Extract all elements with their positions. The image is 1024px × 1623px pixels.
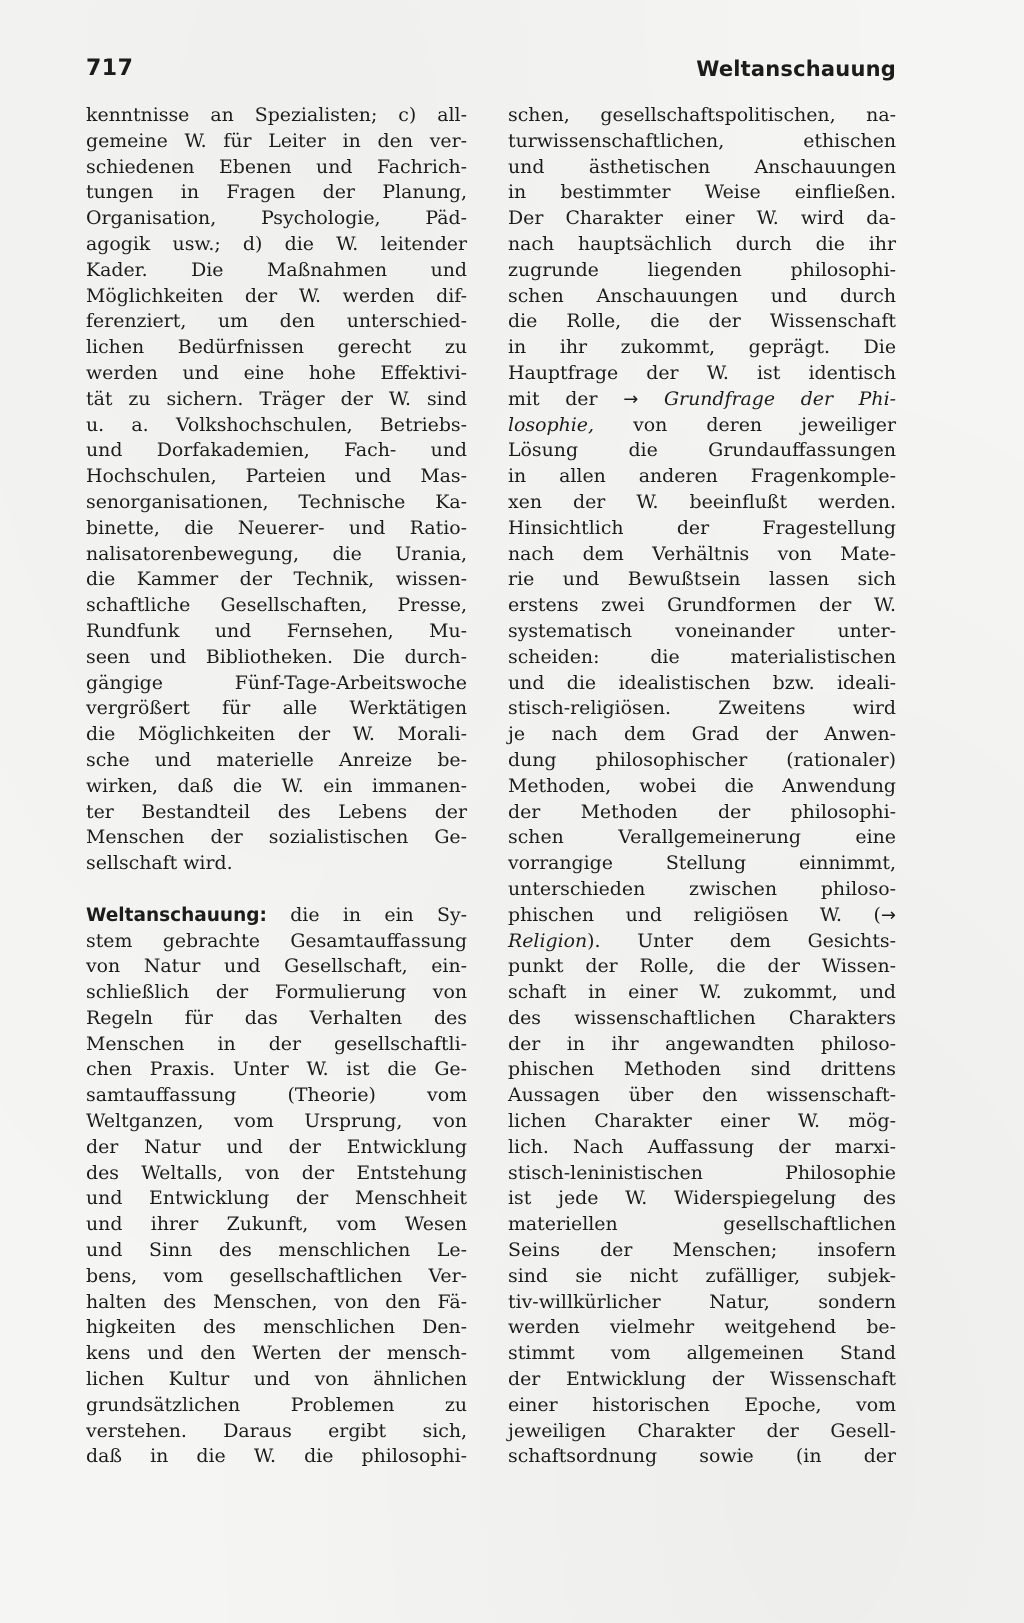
text-line: xen der W. beeinflußt werden. — [508, 490, 896, 513]
text-line: ist jede W. Widerspiegelung des — [508, 1187, 896, 1210]
text-line: ferenziert, um den unterschied- — [86, 310, 467, 333]
right-column — [508, 103, 896, 1470]
text-line: erstens zwei Grundformen der W. — [508, 594, 896, 617]
text-line: und Sinn des menschlichen Le- — [86, 1239, 467, 1262]
text-line: jeweiligen Charakter der Gesell- — [508, 1419, 896, 1442]
text-line: halten des Menschen, von den Fä- — [86, 1290, 467, 1313]
page-number: 717 — [86, 56, 134, 81]
text-line: samtauffassung (Theorie) vom — [86, 1084, 467, 1107]
text-line: chen Praxis. Unter W. ist die Ge- — [86, 1058, 467, 1081]
text-line: von Natur und Gesellschaft, ein- — [86, 955, 467, 978]
cross-reference-lead: mit der — [508, 387, 598, 410]
entry-first-line-text: die in ein Sy- — [290, 903, 467, 926]
text-line: schen Verallgemeinerung eine — [508, 826, 896, 849]
entry-spacer — [86, 877, 467, 903]
text-line: stimmt vom allgemeinen Stand — [508, 1342, 896, 1365]
text-line: agogik usw.; d) die W. leitender — [86, 232, 467, 255]
text-line: grundsätzlichen Problemen zu — [86, 1393, 467, 1416]
text-line: Menschen der sozialistischen Ge- — [86, 826, 467, 849]
entry-first-line — [86, 903, 467, 929]
left-column — [86, 103, 467, 1470]
text-line: rie und Bewußtsein lassen sich — [508, 568, 896, 591]
text-line: die Möglichkeiten der W. Morali- — [86, 723, 467, 746]
text-line: phischen Methoden sind drittens — [508, 1058, 896, 1081]
entry-body-text — [86, 929, 467, 1471]
running-head: Weltanschauung — [696, 57, 896, 81]
text-line: Der Charakter einer W. wird da- — [508, 207, 896, 230]
text-line: Lösung die Grundauffassungen — [508, 439, 896, 462]
text-line: einer historischen Epoche, vom — [508, 1393, 896, 1416]
text-line: tiv-willkürlicher Natur, sondern — [508, 1290, 896, 1313]
left-column-continued-text — [86, 103, 467, 877]
text-line: schaftliche Gesellschaften, Presse, — [86, 594, 467, 617]
text-line: daß in die W. die philosophi- — [86, 1445, 467, 1468]
cross-reference-term-continued[interactable]: losophie, — [508, 413, 594, 436]
text-line: Hauptfrage der W. ist identisch — [508, 361, 896, 384]
cross-reference-term[interactable]: Grundfrage der Phi- — [663, 387, 896, 410]
text-line: Hochschulen, Parteien und Mas- — [86, 465, 467, 488]
text-line: sellschaft wird. — [86, 852, 233, 875]
text-line: je nach dem Grad der Anwen- — [508, 723, 896, 746]
cross-reference-2-arrow-icon: → — [880, 904, 896, 926]
text-line: und ihrer Zukunft, vom Wesen — [86, 1213, 467, 1236]
text-line: Organisation, Psychologie, Päd- — [86, 207, 467, 230]
cross-reference-2-term[interactable]: Religion — [508, 929, 588, 952]
text-line: der Methoden der philosophi- — [508, 800, 896, 823]
text-line: Regeln für das Verhalten des — [86, 1006, 467, 1029]
text-line: gemeine W. für Leiter in den ver- — [86, 129, 467, 152]
text-line: ter Bestandteil des Lebens der — [86, 800, 467, 823]
text-line: und Dorfakademien, Fach- und — [86, 439, 467, 462]
text-line: nach hauptsächlich durch die ihr — [508, 232, 896, 255]
text-line: higkeiten des menschlichen Den- — [86, 1316, 467, 1339]
text-line: schaftsordnung sowie (in der — [508, 1445, 896, 1468]
text-line: stem gebrachte Gesamtauffassung — [86, 929, 467, 952]
cross-reference-2-trail: ). Unter dem Gesichts- — [587, 929, 896, 952]
text-line: des Weltalls, von der Entstehung — [86, 1161, 467, 1184]
text-line: und Entwicklung der Menschheit — [86, 1187, 467, 1210]
text-line: und die idealistischen bzw. ideali- — [508, 671, 896, 694]
text-line: werden vielmehr weitgehend be- — [508, 1316, 896, 1339]
text-line: werden und eine hohe Effektivi- — [86, 361, 467, 384]
cross-reference-line — [508, 387, 896, 413]
right-column-text-c — [508, 954, 896, 1470]
cross-reference-line-2-continued — [508, 929, 896, 955]
entry-headword: Weltanschauung: — [86, 904, 267, 926]
text-line: tungen in Fragen der Planung, — [86, 181, 467, 204]
text-line: Weltganzen, vom Ursprung, von — [86, 1110, 467, 1133]
text-line: scheiden: die materialistischen — [508, 645, 896, 668]
text-line: der Entwicklung der Wissenschaft — [508, 1368, 896, 1391]
text-line: in ihr zukommt, geprägt. Die — [508, 336, 896, 359]
text-line: der Natur und der Entwicklung — [86, 1135, 467, 1158]
text-line: schließlich der Formulierung von — [86, 981, 467, 1004]
text-line: Methoden, wobei die Anwendung — [508, 774, 896, 797]
text-line: und ästhetischen Anschauungen — [508, 155, 896, 178]
text-line: in allen anderen Fragenkomple- — [508, 465, 896, 488]
text-line: Menschen in der gesellschaftli- — [86, 1032, 467, 1055]
text-line: punkt der Rolle, die der Wissen- — [508, 955, 896, 978]
text-line: lichen Charakter einer W. mög- — [508, 1110, 896, 1133]
text-line: sind sie nicht zufälliger, subjek- — [508, 1264, 896, 1287]
text-line: turwissenschaftlichen, ethischen — [508, 129, 896, 152]
text-line: schiedenen Ebenen und Fachrich- — [86, 155, 467, 178]
cross-reference-arrow-icon: → — [623, 388, 639, 410]
text-line: vergrößert für alle Werktätigen — [86, 697, 467, 720]
text-line: schen, gesellschaftspolitischen, na- — [508, 104, 896, 126]
text-line: nach dem Verhältnis von Mate- — [508, 542, 896, 565]
text-line: in bestimmter Weise einfließen. — [508, 181, 896, 204]
text-line: tät zu sichern. Träger der W. sind — [86, 387, 467, 410]
text-line: seen und Bibliotheken. Die durch- — [86, 645, 467, 668]
text-line: zugrunde liegenden philosophi- — [508, 258, 896, 281]
text-line: kenntnisse an Spezialisten; c) all- — [86, 104, 467, 126]
text-line: die Rolle, die der Wissenschaft — [508, 310, 896, 333]
cross-reference-2-lead: phischen und religiösen W. ( — [508, 903, 881, 926]
text-line: die Kammer der Technik, wissen- — [86, 568, 467, 591]
text-line: lichen Kultur und von ähnlichen — [86, 1368, 467, 1391]
right-column-text-b — [508, 438, 896, 902]
cross-reference-line-continued — [508, 413, 896, 439]
text-line: u. a. Volkshochschulen, Betriebs- — [86, 413, 467, 436]
text-line: Rundfunk und Fernsehen, Mu- — [86, 619, 467, 642]
text-line: binette, die Neuerer- und Ratio- — [86, 516, 467, 539]
text-line: Hinsichtlich der Fragestellung — [508, 516, 896, 539]
text-line: des wissenschaftlichen Charakters — [508, 1006, 896, 1029]
text-line: stisch-leninistischen Philosophie — [508, 1161, 896, 1184]
text-line: lich. Nach Auffassung der marxi- — [508, 1135, 896, 1158]
text-line: gängige Fünf-Tage-Arbeitswoche — [86, 671, 467, 694]
text-line: unterschieden zwischen philoso- — [508, 877, 896, 900]
right-column-text-a — [508, 103, 896, 387]
text-line: nalisatorenbewegung, die Urania, — [86, 542, 467, 565]
cross-reference-line-2 — [508, 903, 896, 929]
text-line: wirken, daß die W. ein immanen- — [86, 774, 467, 797]
text-line: Aussagen über den wissenschaft- — [508, 1084, 896, 1107]
text-line: Möglichkeiten der W. werden dif- — [86, 284, 467, 307]
text-line: vorrangige Stellung einnimmt, — [508, 852, 896, 875]
text-line: lichen Bedürfnissen gerecht zu — [86, 336, 467, 359]
text-line: senorganisationen, Technische Ka- — [86, 490, 467, 513]
text-line: Seins der Menschen; insofern — [508, 1239, 896, 1262]
text-line: Kader. Die Maßnahmen und — [86, 258, 467, 281]
text-line: materiellen gesellschaftlichen — [508, 1213, 896, 1236]
text-line: verstehen. Daraus ergibt sich, — [86, 1419, 467, 1442]
text-line: schaft in einer W. zukommt, und — [508, 981, 896, 1004]
text-line: kens und den Werten der mensch- — [86, 1342, 467, 1365]
text-line: stisch-religiösen. Zweitens wird — [508, 697, 896, 720]
cross-reference-trail: von deren jeweiliger — [633, 413, 896, 436]
text-line: schen Anschauungen und durch — [508, 284, 896, 307]
text-line: dung philosophischer (rationaler) — [508, 748, 896, 771]
text-line: der in ihr angewandten philoso- — [508, 1032, 896, 1055]
text-line: systematisch voneinander unter- — [508, 619, 896, 642]
text-line: bens, vom gesellschaftlichen Ver- — [86, 1264, 467, 1287]
text-line: sche und materielle Anreize be- — [86, 748, 467, 771]
